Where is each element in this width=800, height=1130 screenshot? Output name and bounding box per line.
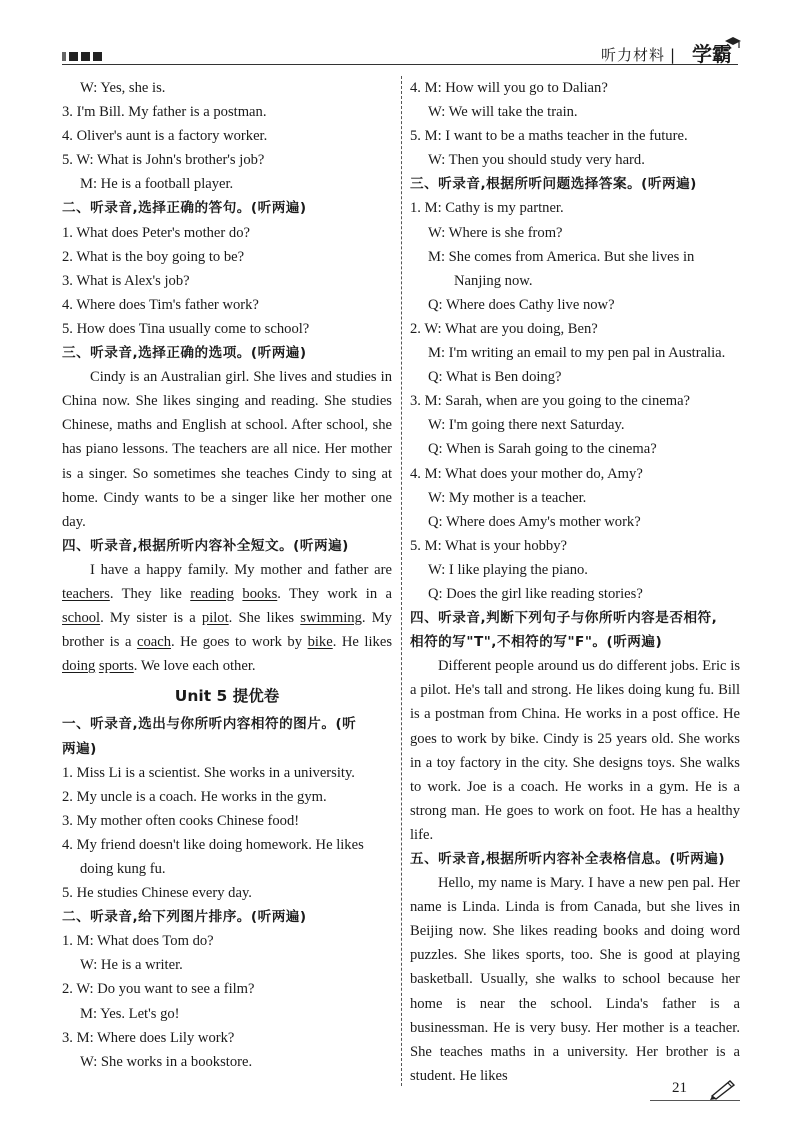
text-run: . He goes to work by <box>171 634 308 651</box>
text-run: . My brother is a <box>62 610 392 651</box>
column-divider <box>401 76 402 1086</box>
dialogue-line: M: Yes. Let's go! <box>80 1005 180 1022</box>
section-heading: 三、听录音,选择正确的选项。(听两遍) <box>62 345 307 362</box>
text-run: . My sister is a <box>100 610 202 627</box>
right-column <box>410 76 740 1088</box>
passage-pen-pal <box>410 871 740 1088</box>
graduation-cap-icon <box>724 36 742 50</box>
passage-text: Cindy is an Australian girl. She lives and studies in China now. She likes singing and reading. She studies Chinese, maths and English at school. After school, she has piano lessons. The teachers are all nice. Her mother is a singer. So sometimes she teaches Cindy to sing at home. Cindy wants to be a singer like her mother one day. <box>62 369 392 530</box>
dialogue-line: W: He is a writer. <box>80 957 183 974</box>
section-heading: 二、听录音,给下列图片排序。(听两遍) <box>62 909 307 926</box>
text-line: 1. Miss Li is a scientist. She works in a university. <box>62 764 355 781</box>
text-line: 5. W: What is John's brother's job? <box>62 152 265 169</box>
question-line: Q: Where does Cathy live now? <box>428 296 615 313</box>
passage-family <box>62 558 392 678</box>
dialogue-line: W: I like playing the piano. <box>428 561 588 578</box>
section-heading-cont: 两遍) <box>62 740 97 757</box>
question-line: 4. Where does Tim's father work? <box>62 296 259 313</box>
dialogue-line: 5. M: What is your hobby? <box>410 537 568 554</box>
question-line: Q: Does the girl like reading stories? <box>428 585 643 602</box>
dialogue-line: 4. M: How will you go to Dalian? <box>410 80 608 96</box>
question-line: Q: When is Sarah going to the cinema? <box>428 441 657 458</box>
pencil-icon <box>708 1078 738 1100</box>
passage-jobs <box>410 654 740 847</box>
text-line: 4. Oliver's aunt is a factory worker. <box>62 128 268 145</box>
dialogue-line: 2. W: What are you doing, Ben? <box>410 320 598 337</box>
text-line: M: He is a football player. <box>80 176 234 193</box>
text-line: 3. My mother often cooks Chinese food! <box>62 812 300 829</box>
question-line: 3. What is Alex's job? <box>62 272 190 289</box>
section-heading: 四、听录音,判断下列句子与你所听内容是否相符, <box>410 610 718 627</box>
passage-cindy <box>62 365 392 534</box>
header-brand-logo: 学霸 <box>692 42 732 66</box>
dialogue-line: W: We will take the train. <box>428 104 578 121</box>
header-title: 听力材料 <box>600 46 665 64</box>
question-line: 1. What does Peter's mother do? <box>62 224 250 241</box>
dialogue-line: 4. M: What does your mother do, Amy? <box>410 465 643 482</box>
text-line: W: Yes, she is. <box>80 80 166 96</box>
answer-word: teachers <box>62 585 110 602</box>
text-line: doing kung fu. <box>80 861 166 877</box>
dialogue-line: M: She comes from America. But she lives in <box>428 248 695 265</box>
dialogue-line: W: Where is she from? <box>428 224 563 241</box>
text-run: I have a happy family. My mother and father are <box>90 561 392 578</box>
section-heading: 五、听录音,根据所听内容补全表格信息。(听两遍) <box>410 851 726 867</box>
section-heading: 四、听录音,根据所听内容补全短文。(听两遍) <box>62 537 349 554</box>
passage-text: Different people around us do different jobs. Eric is a pilot. He's tall and strong. He likes doing kung fu. Bill is a postman from China. He works in a post office. He goes to work by bike. Cindy is 25 years old. She works in a toy factory in the city. She designs toys. She walks to work. Joe is a coach. He works in a gym. He is a strong man. He goes to work on foot. He has a healthy life. <box>410 658 740 843</box>
text-line: 4. My friend doesn't like doing homework. He likes <box>62 836 364 853</box>
answer-word: pilot <box>201 610 229 627</box>
dialogue-line: 1. M: What does Tom do? <box>62 933 214 950</box>
left-column <box>62 76 392 1074</box>
text-line: 5. He studies Chinese every day. <box>62 885 252 902</box>
unit-title: Unit 5 提优卷 <box>174 687 280 706</box>
text-run: . We love each other. <box>133 658 256 675</box>
section-heading: 二、听录音,选择正确的答句。(听两遍) <box>62 200 307 217</box>
answer-word: doing <box>62 658 96 675</box>
text-line: 2. My uncle is a coach. He works in the gym. <box>62 788 327 805</box>
section-heading-cont: 相符的写"T",不相符的写"F"。(听两遍) <box>410 634 663 651</box>
dialogue-line: W: Then you should study very hard. <box>428 152 645 169</box>
footer-rule <box>650 1100 740 1101</box>
header-squares-decoration <box>62 52 102 61</box>
dialogue-line: W: She works in a bookstore. <box>80 1053 253 1070</box>
text-run: . They work in a <box>277 585 392 602</box>
question-line: Q: Where does Amy's mother work? <box>428 513 641 530</box>
answer-word: books <box>242 585 278 602</box>
text-run: . She likes <box>228 610 301 627</box>
passage-text: Hello, my name is Mary. I have a new pen pal. Her name is Linda. Linda is from Canada, but she lives in Beijing now. She likes reading books and doing word puzzles. She likes sports, too. She is good at playing basketball. Usually, she walks to school because her home is near the school. Linda's father is a businessman. He is very busy. Her mother is a teacher. She teaches maths in a university. Her brother is a student. He likes <box>410 875 740 1084</box>
header-separator: | <box>669 46 675 64</box>
dialogue-line: 1. M: Cathy is my partner. <box>410 200 564 217</box>
answer-word: reading <box>190 585 234 602</box>
answer-word: coach <box>136 634 171 651</box>
section-heading: 三、听录音,根据所听问题选择答案。(听两遍) <box>410 176 697 193</box>
dialogue-line: 3. M: Where does Lily work? <box>62 1029 235 1046</box>
text-run: . They like <box>109 585 191 602</box>
dialogue-line: 3. M: Sarah, when are you going to the cinema? <box>410 393 691 410</box>
answer-word: school <box>62 610 101 627</box>
page-number: 21 <box>672 1080 687 1096</box>
text-line: 3. I'm Bill. My father is a postman. <box>62 104 267 121</box>
dialogue-line: Nanjing now. <box>454 272 533 289</box>
text-run: . He likes <box>332 634 392 651</box>
answer-word: sports <box>98 658 134 675</box>
question-line: 2. What is the boy going to be? <box>62 248 245 265</box>
dialogue-line: 5. M: I want to be a maths teacher in the future. <box>410 128 688 145</box>
answer-word: bike <box>307 634 333 651</box>
dialogue-line: M: I'm writing an email to my pen pal in Australia. <box>428 345 726 362</box>
question-line: 5. How does Tina usually come to school? <box>62 320 310 337</box>
answer-word: swimming <box>300 610 362 627</box>
page-header <box>0 0 800 70</box>
header-rule <box>62 64 738 65</box>
dialogue-line: W: My mother is a teacher. <box>428 489 587 506</box>
dialogue-line: 2. W: Do you want to see a film? <box>62 981 255 998</box>
section-heading: 一、听录音,选出与你所听内容相符的图片。(听 <box>62 716 357 733</box>
dialogue-line: W: I'm going there next Saturday. <box>428 417 625 434</box>
question-line: Q: What is Ben doing? <box>428 369 562 386</box>
